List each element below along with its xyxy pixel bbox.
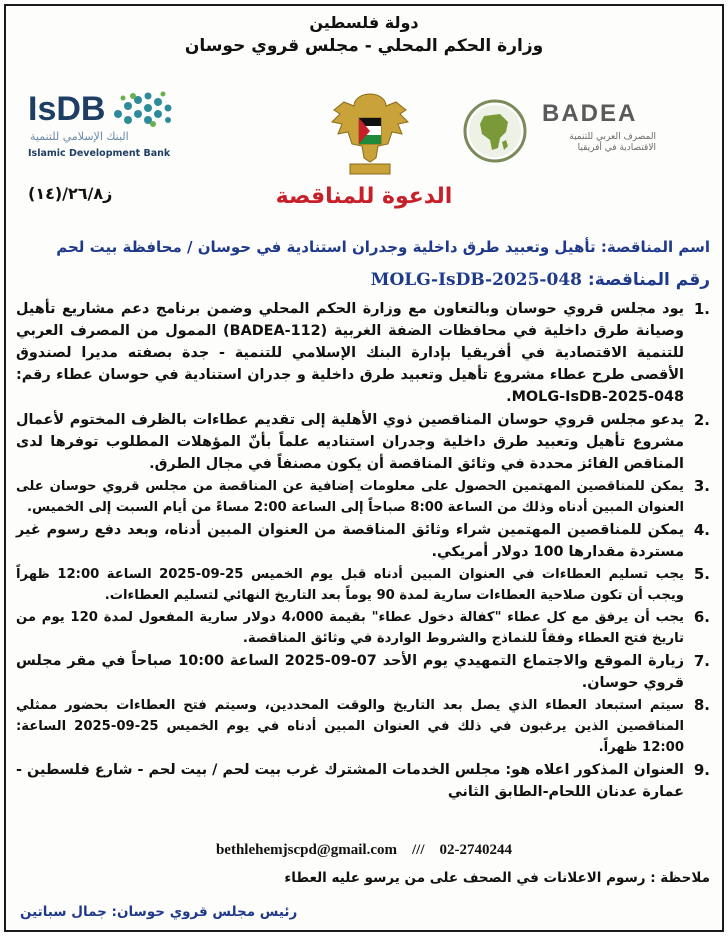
item-text: يمكن للمناقصين المهتمين شراء وثائق المناقصة من العنوان المبين أدناه، وبعد دفع رسوم غير مستردة مقدارها 100 دولار أمريكي. [16,522,684,560]
item-number: .5 [693,565,710,583]
notice-items [16,298,710,804]
item-text: يمكن للمناقصين المهتمين الحصول على معلومات إضافية عن المناقصة من مجلس قروي حوسان على العنوان المبين أدناه وذلك من الساعة 8:00 صباحاً إلى الساعة 2:00 مساءً من أيام السبت إلى الخميس. [16,479,684,515]
isdb-english: Islamic Development Bank [28,148,171,159]
notice-item [16,650,710,694]
item-text: يجب أن يرفق مع كل عطاء "كفالة دخول عطاء" بقيمة 4،000 دولار سارية المفعول لمدة 120 يوم من تاريخ فتح العطاء وفقاً للنماذج والشروط الواردة في وثائق المناقصة. [16,610,684,646]
item-number: .6 [693,608,710,626]
notice-item [16,298,710,408]
isdb-dots-icon [108,90,178,130]
notice-item [16,409,710,475]
item-number: .2 [693,411,710,429]
item-text: يدعو مجلس قروي حوسان المناقصين ذوي الأهلية إلى تقديم عطاءات بالظرف المختوم لأعمال مشروع تأهيل وتعبيد طرق داخلية وجدران استناديه علماً بأنّ المؤهلات المطلوب توفرها لدى المناقص الفائز محددة في وثائق المناقصة أن يكون مصنفاً في مجال الطرق. [16,412,684,472]
item-number: .9 [693,761,710,779]
tender-number-label: رقم المناقصة: [587,270,710,290]
badea-logo [462,96,662,168]
item-number: .1 [693,300,710,318]
item-text: سيتم استبعاد العطاء الذي يصل بعد التاريخ والوقت المحددين، وسيتم فتح العطاءات بحضور ممثلي المناقصين الذين يرغبون في ذلك في العنوان المبين أدناه في يوم الخميس 25-09-2025 الساعة: 12:00 ظهراً. [16,698,685,755]
isdb-logo [28,90,188,166]
tender-number: MOLG-IsDB-2025-048 [370,270,582,290]
item-text: يجب تسليم العطاءات في العنوان المبين أدناه قبل يوم الخميس 25-09-2025 الساعة 12:00 ظهراً ويجب أن تكون صلاحية العطاءات سارية لمدة 90 يوماً بعد التاريخ النهائي لتسليم العطاءات. [16,567,684,603]
header-ministry: وزارة الحكم المحلي - مجلس قروي حوسان [184,36,544,56]
item-number: .7 [693,652,710,670]
contact-email: bethlehemjscpd@gmail.com [215,842,397,858]
notice-item [16,519,710,563]
item-number: .8 [693,696,710,714]
notice-item [16,759,710,803]
note: ملاحظة : رسوم الاعلانات في الصحف على من يرسو عليه العطاء [284,870,710,886]
notice-title: الدعوة للمناقصة [275,184,453,209]
badea-globe-icon [462,98,528,164]
contact-separator: /// [412,842,425,858]
tender-number-row [16,270,710,290]
notice-item [16,607,710,649]
contact-phone: 02-2740244 [439,842,513,858]
tender-name: اسم المناقصة: تأهيل وتعبيد طرق داخلية وجدران استنادية في حوسان / محافظة بيت لحم [56,238,710,256]
header [6,12,722,58]
item-number: .3 [693,477,710,495]
item-number: .4 [693,521,710,539]
badea-subtitle: المصرف العربي للتنمية الاقتصادية في أفريقيا [569,132,656,153]
notice-item [16,695,710,758]
contact-line [6,842,722,859]
notice-item [16,476,710,518]
item-text: زيارة الموقع والاجتماع التمهيدي يوم الأحد 07-09-2025 الساعة 10:00 صباحاً في مقر مجلس قروي حوسان. [16,653,684,691]
isdb-arabic: البنك الإسلامي للتنمية [30,130,129,143]
item-text: العنوان المذكور اعلاه هو: مجلس الخدمات المشترك غرب بيت لحم / بيت لحم - شارع فلسطين - عمارة عدنان اللحام-الطابق الثاني [16,762,684,800]
reference-number: ز٢٦/٨/(١٤) [28,184,113,203]
tender-notice-page [4,4,724,932]
palestine-emblem-icon [330,88,410,180]
notice-item [16,564,710,606]
badea-name: BADEA [542,100,638,127]
signature: رئيس مجلس قروي حوسان: جمال سباتين [20,904,298,920]
isdb-word: IsDB [28,90,106,128]
item-text: يود مجلس قروي حوسان وبالتعاون مع وزارة الحكم المحلي وضمن برنامج دعم مشاريع تأهيل وصيانة طرق داخلية في محافظات الضفة الغربية (BADEA-112) الممول من المصرف العربي للتنمية الاقتصادية في أفريقيا بإدارة البنك الإسلامي للتنمية - جدة بصفته مديرا لصندوق الأقصى طرح عطاء مشروع تأهيل وتعبيد طرق داخلية و جدران استنادية في حوسان عطاء رقم: MOLG-IsDB-2025-048. [16,301,684,405]
header-country: دولة فلسطين [309,13,419,32]
